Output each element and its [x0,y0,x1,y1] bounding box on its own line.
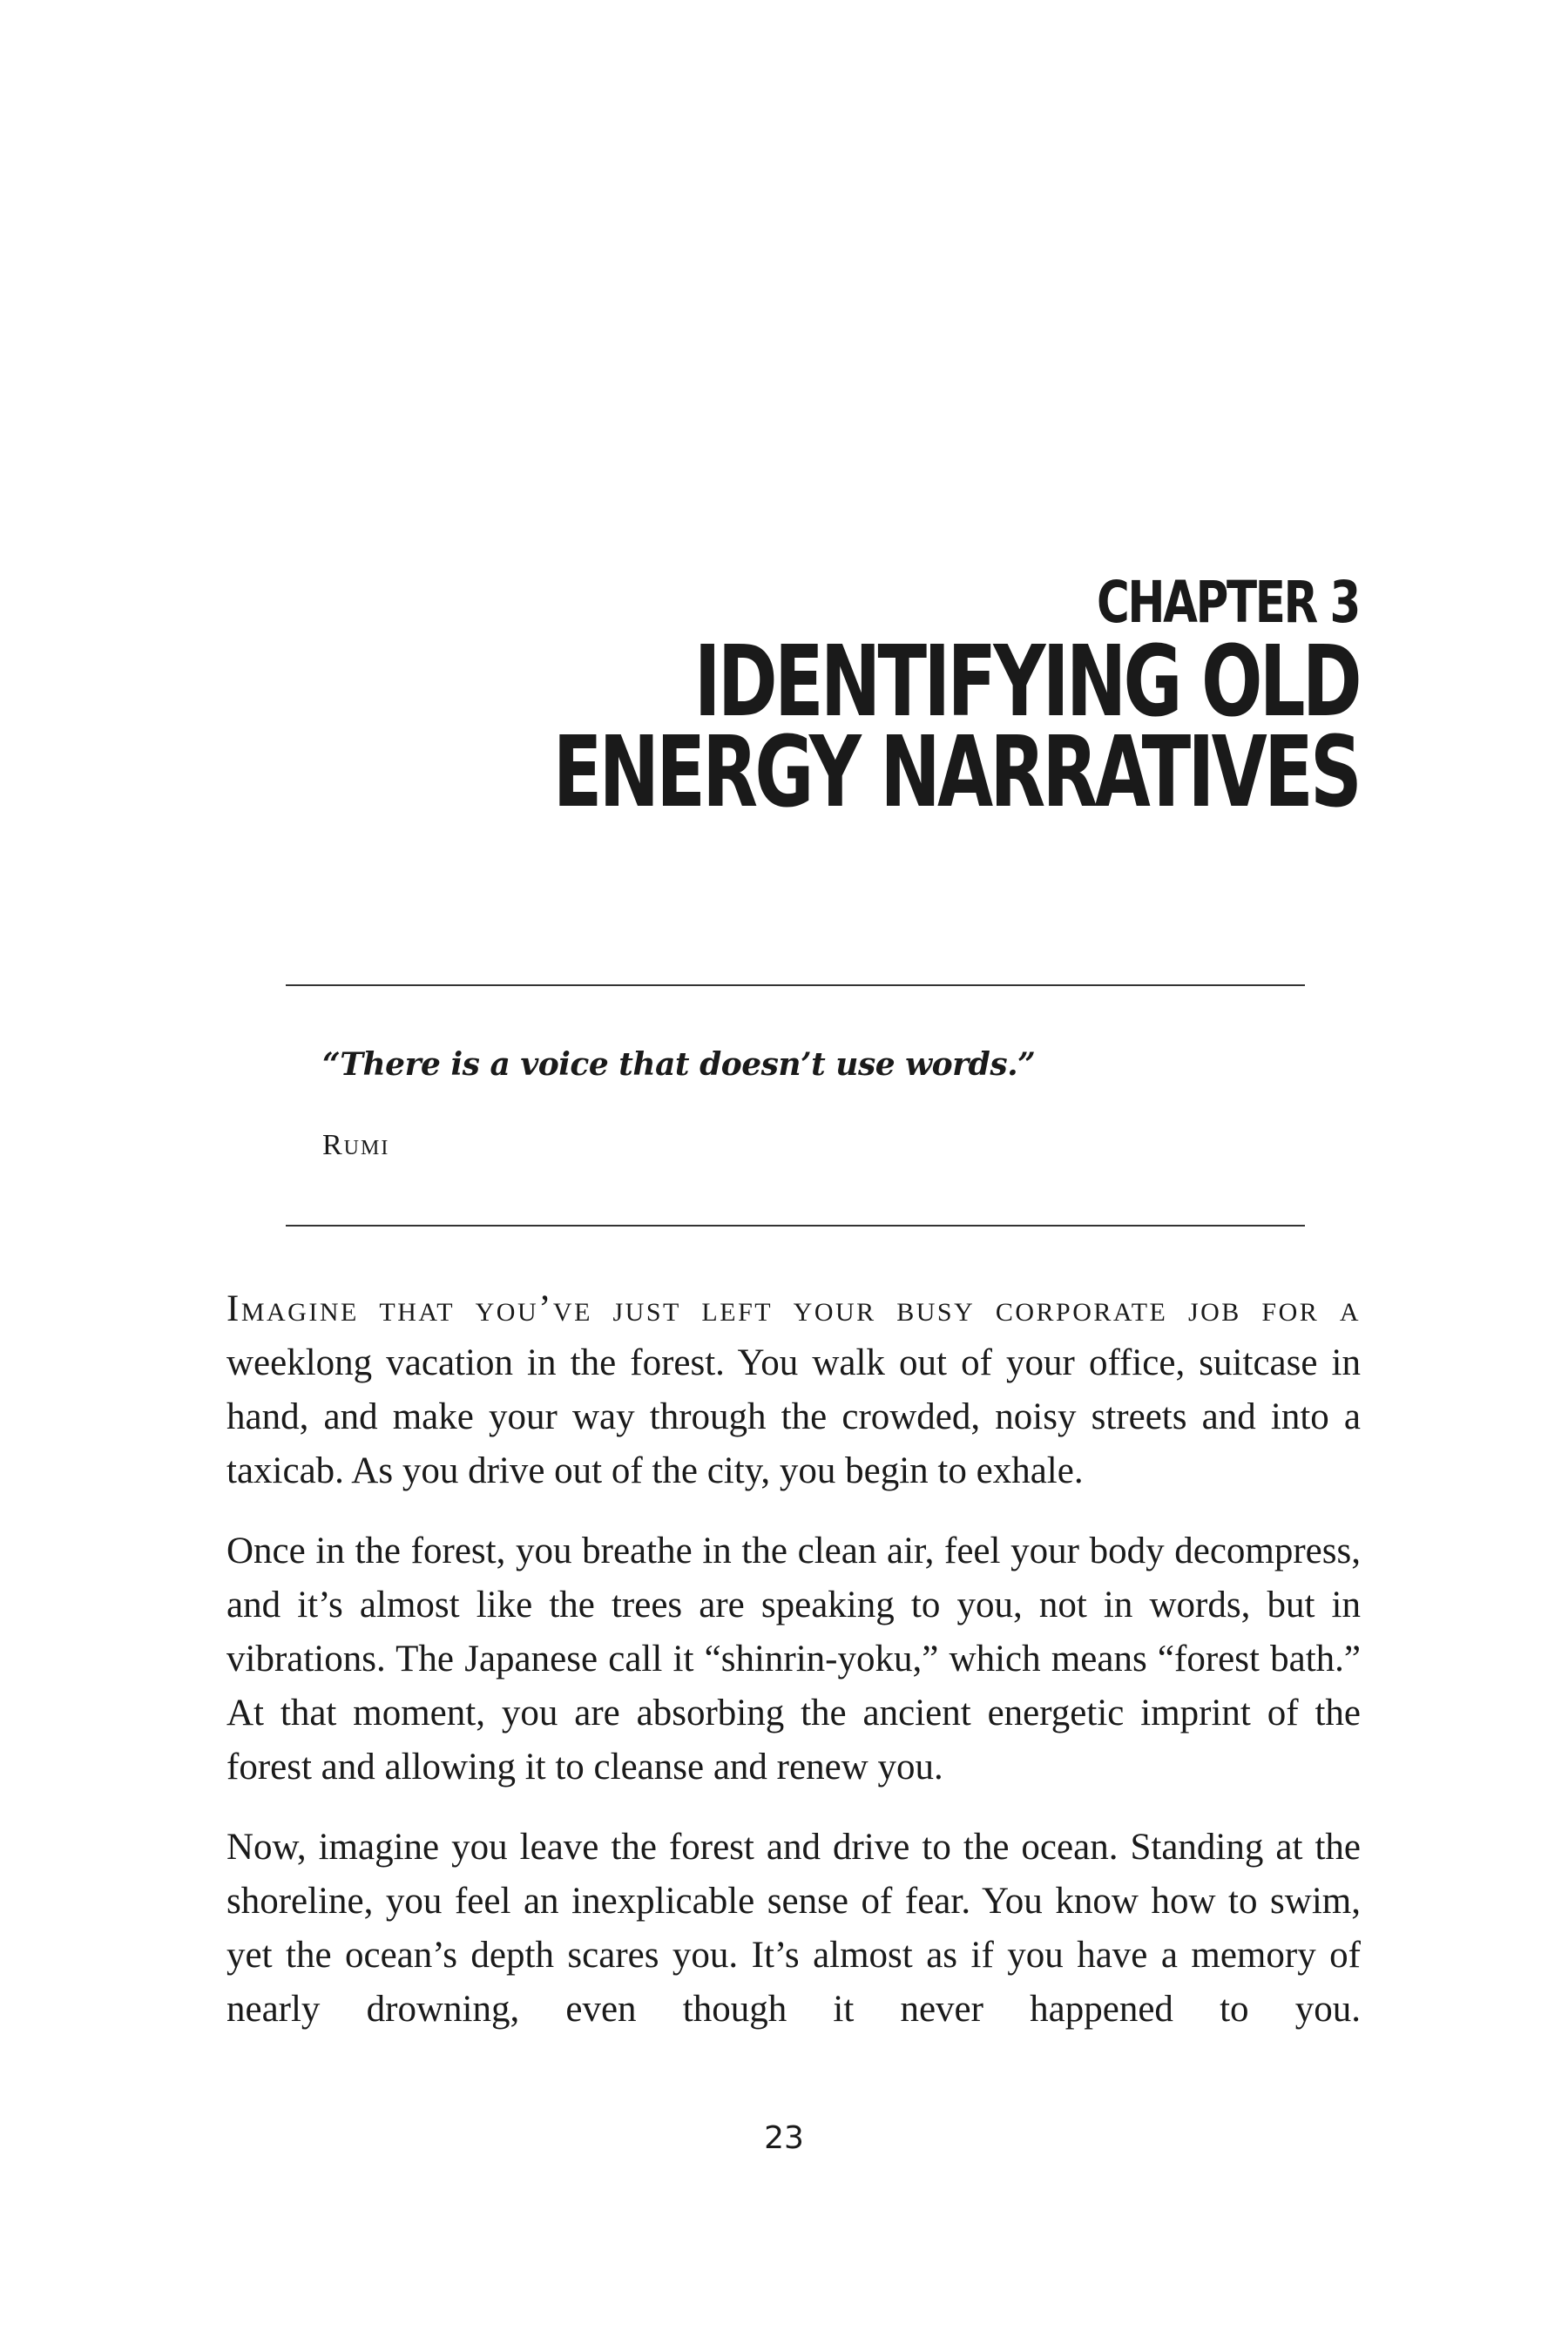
chapter-header [226,569,1359,829]
paragraph-2: Once in the forest, you breathe in the clean air, feel your body decompress, and it’s almost like the trees are speaking to you, not in words, but in vibrations. The Japanese call it “shinrin-yoku,” which means “forest bath.” At that moment, you are absorbing the ancient energetic imprint of the forest and allowing it to cleanse and renew you. [226,1531,1361,1788]
paragraph-1-lead-in: Imagine that you’ve just left your busy corporate job for a [226,1288,1361,1329]
chapter-label: CHAPTER 3 [1096,569,1359,636]
chapter-title [521,625,1359,829]
body-text [226,1282,1361,2063]
epigraph-top-rule [286,984,1305,986]
page-number: 23 [764,2120,804,2156]
paragraph-1-text: weeklong vacation in the forest. You walk out of your office, suitcase in hand, and make your way through the crowded, noisy streets and into a taxicab. As you drive out of the city, you begin to exhale. [226,1342,1361,1491]
epigraph-bottom-rule [286,1225,1305,1227]
paragraph-1 [226,1282,1361,1498]
paragraph-3: Now, imagine you leave the forest and drive to the ocean. Standing at the shoreline, you feel an inexplicable sense of fear. You know how to swim, yet the ocean’s depth scares you. It’s almost as if you have a memory of nearly drowning, even though it never happened to you. [226,1827,1361,2030]
epigraph-quote: “There is a voice that doesn’t use words.” [322,1046,1036,1083]
chapter-title-line-1: IDENTIFYING OLD [693,625,1359,739]
chapter-title-line-2: ENERGY NARRATIVES [552,716,1359,829]
epigraph-attribution: Rumi [322,1129,390,1161]
